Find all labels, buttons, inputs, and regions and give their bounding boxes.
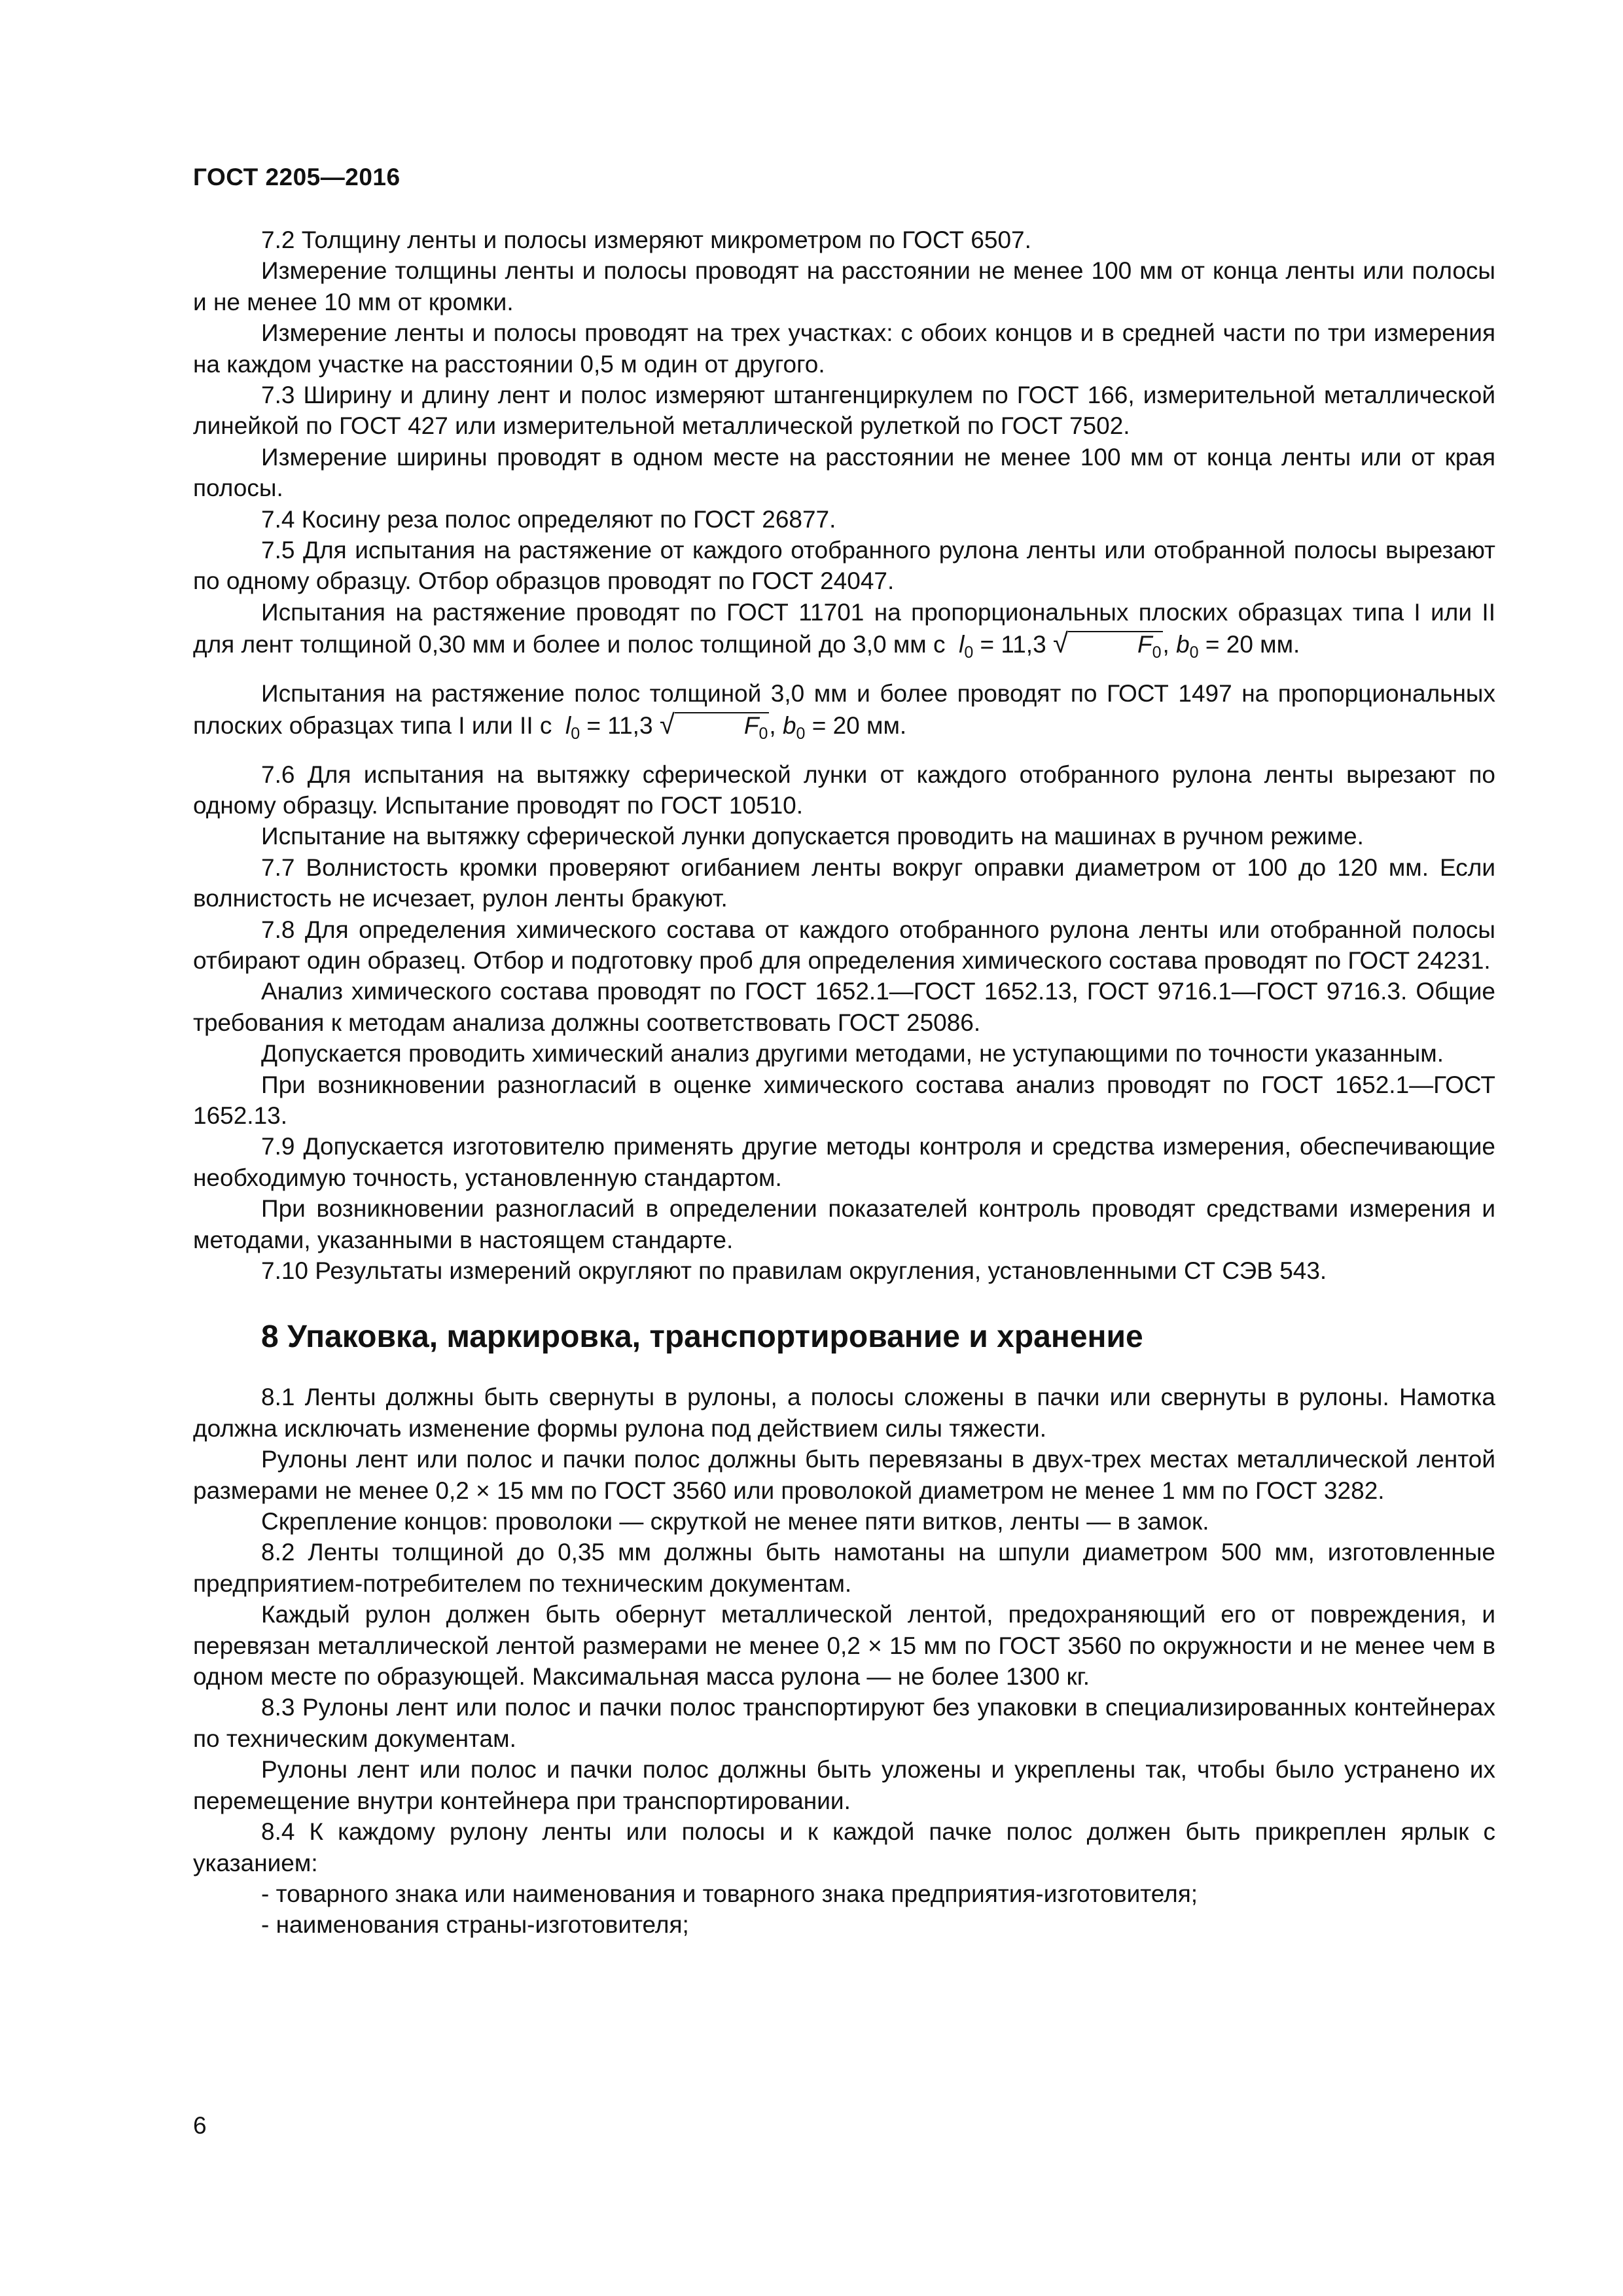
- paragraph: 8.3 Рулоны лент или полос и пачки полос транспортируют без упаковки в специализированных контейнерах по техническим документам.: [193, 1694, 1495, 1752]
- paragraph: Измерение ленты и полосы проводят на трех участках: с обоих концов и в средней части по три измерения на каждом участке на расстоянии 0,5 м один от другого.: [193, 319, 1495, 378]
- list-item: - наименования страны-изготовителя;: [261, 1911, 689, 1939]
- paragraph: Скрепление концов: проволоки — скруткой не менее пяти витков, ленты — в замок.: [261, 1508, 1209, 1535]
- paragraph: Допускается проводить химический анализ другими методами, не уступающими по точности указанным.: [261, 1040, 1444, 1067]
- paragraph-text: Испытания на растяжение проводят по ГОСТ 11701 на пропорциональных плоских образцах типа I или II для лент толщиной 0,30 мм и более и полос толщиной до 3,0 мм с: [193, 598, 1495, 658]
- paragraph: При возникновении разногласий в оценке химического состава анализ проводят по ГОСТ 1652.1—ГОСТ 1652.13.: [193, 1071, 1495, 1129]
- paragraph: 7.5 Для испытания на растяжение от каждого отобранного рулона ленты или отобранной полосы вырезают по одному образцу. Отбор образцов проводят по ГОСТ 24047.: [193, 537, 1495, 595]
- paragraph: 7.8 Для определения химического состава от каждого отобранного рулона ленты или отобранной полосы отбирают один образец. Отбор и подготовку проб для определения химического состава проводят по ГОСТ 24231.: [193, 916, 1495, 974]
- document-header: ГОСТ 2205—2016: [193, 164, 401, 190]
- paragraph: 8.4 К каждому рулону ленты или полосы и к каждой пачке полос должен быть прикреплен ярлык с указанием:: [193, 1818, 1495, 1876]
- paragraph: 7.6 Для испытания на вытяжку сферической лунки от каждого отобранного рулона ленты вырезают по одному образцу. Испытание проводят по ГОСТ 10510.: [193, 761, 1495, 819]
- formula: $l_0 = 11,3$ √ $F_0$, $b_0 = 20$ мм.: [952, 631, 1300, 658]
- paragraph: Испытание на вытяжку сферической лунки допускается проводить на машинах в ручном режиме.: [261, 823, 1364, 850]
- paragraph: Анализ химического состава проводят по ГОСТ 1652.1—ГОСТ 1652.13, ГОСТ 9716.1—ГОСТ 9716.3. Общие требования к методам анализа должны соответствовать ГОСТ 25086.: [193, 978, 1495, 1036]
- section-heading: 8 Упаковка, маркировка, транспортирование и хранение: [261, 1319, 1143, 1355]
- paragraph: Рулоны лент или полос и пачки полос должны быть уложены и укреплены так, чтобы было устранено их перемещение внутри контейнера при транспортировании.: [193, 1756, 1495, 1814]
- page-number: 6: [193, 2112, 207, 2139]
- paragraph: 7.9 Допускается изготовителю применять другие методы контроля и средства измерения, обеспечивающие необходимую точность, установленную стандартом.: [193, 1133, 1495, 1191]
- paragraph: 7.7 Волнистость кромки проверяют огибанием ленты вокруг оправки диаметром от 100 до 120 мм. Если волнистость не исчезает, рулон ленты бракуют.: [193, 853, 1495, 912]
- paragraph-text: Испытания на растяжение полос толщиной 3,0 мм и более проводят по ГОСТ 1497 на пропорциональных плоских образцах типа I или II с: [193, 679, 1495, 740]
- document-body: [193, 224, 1495, 1941]
- paragraph: 8.2 Ленты толщиной до 0,35 мм должны быть намотаны на шпули диаметром 500 мм, изготовленные предприятием-потребителем по техническим документам.: [193, 1539, 1495, 1597]
- paragraph: 7.3 Ширину и длину лент и полос измеряют штангенциркулем по ГОСТ 166, измерительной металлической линейкой по ГОСТ 427 или измерительной металлической рулеткой по ГОСТ 7502.: [193, 382, 1495, 440]
- paragraph: Измерение толщины ленты и полосы проводят на расстоянии не менее 100 мм от конца ленты или полосы и не менее 10 мм от кромки.: [193, 257, 1495, 315]
- paragraph: Измерение ширины проводят в одном месте на расстоянии не менее 100 мм от конца ленты или от края полосы.: [193, 443, 1495, 502]
- paragraph: 7.2 Толщину ленты и полосы измеряют микрометром по ГОСТ 6507.: [261, 226, 1031, 253]
- paragraph: Рулоны лент или полос и пачки полос должны быть перевязаны в двух-трех местах металлической лентой размерами не менее 0,2 × 15 мм по ГОСТ 3560 или проволокой диаметром не менее 1 мм по ГОСТ 3282.: [193, 1446, 1495, 1504]
- paragraph: 7.10 Результаты измерений округляют по правилам округления, установленными СТ СЭВ 543.: [261, 1257, 1327, 1284]
- paragraph: 7.4 Косину реза полос определяют по ГОСТ 26877.: [261, 505, 836, 533]
- formula: $l_0 = 11,3$ √ $F_0$, $b_0 = 20$ мм.: [559, 712, 907, 739]
- paragraph-formula: [193, 597, 1495, 669]
- paragraph: Каждый рулон должен быть обернут металлической лентой, предохраняющий его от повреждения, и перевязан металлической лентой размерами не менее 0,2 × 15 мм по ГОСТ 3560 по окружности и не менее чем в одном месте по образующей. Максимальная масса рулона — не более 1300 кг.: [193, 1601, 1495, 1691]
- paragraph: При возникновении разногласий в определении показателей контроль проводят средствами измерения и методами, указанными в настоящем стандарте.: [193, 1195, 1495, 1253]
- paragraph: 8.1 Ленты должны быть свернуты в рулоны, а полосы сложены в пачки или свернуты в рулоны. Намотка должна исключать изменение формы рулона под действием силы тяжести.: [193, 1384, 1495, 1442]
- paragraph-formula: [193, 678, 1495, 750]
- list-item: - товарного знака или наименования и товарного знака предприятия-изготовителя;: [261, 1880, 1198, 1907]
